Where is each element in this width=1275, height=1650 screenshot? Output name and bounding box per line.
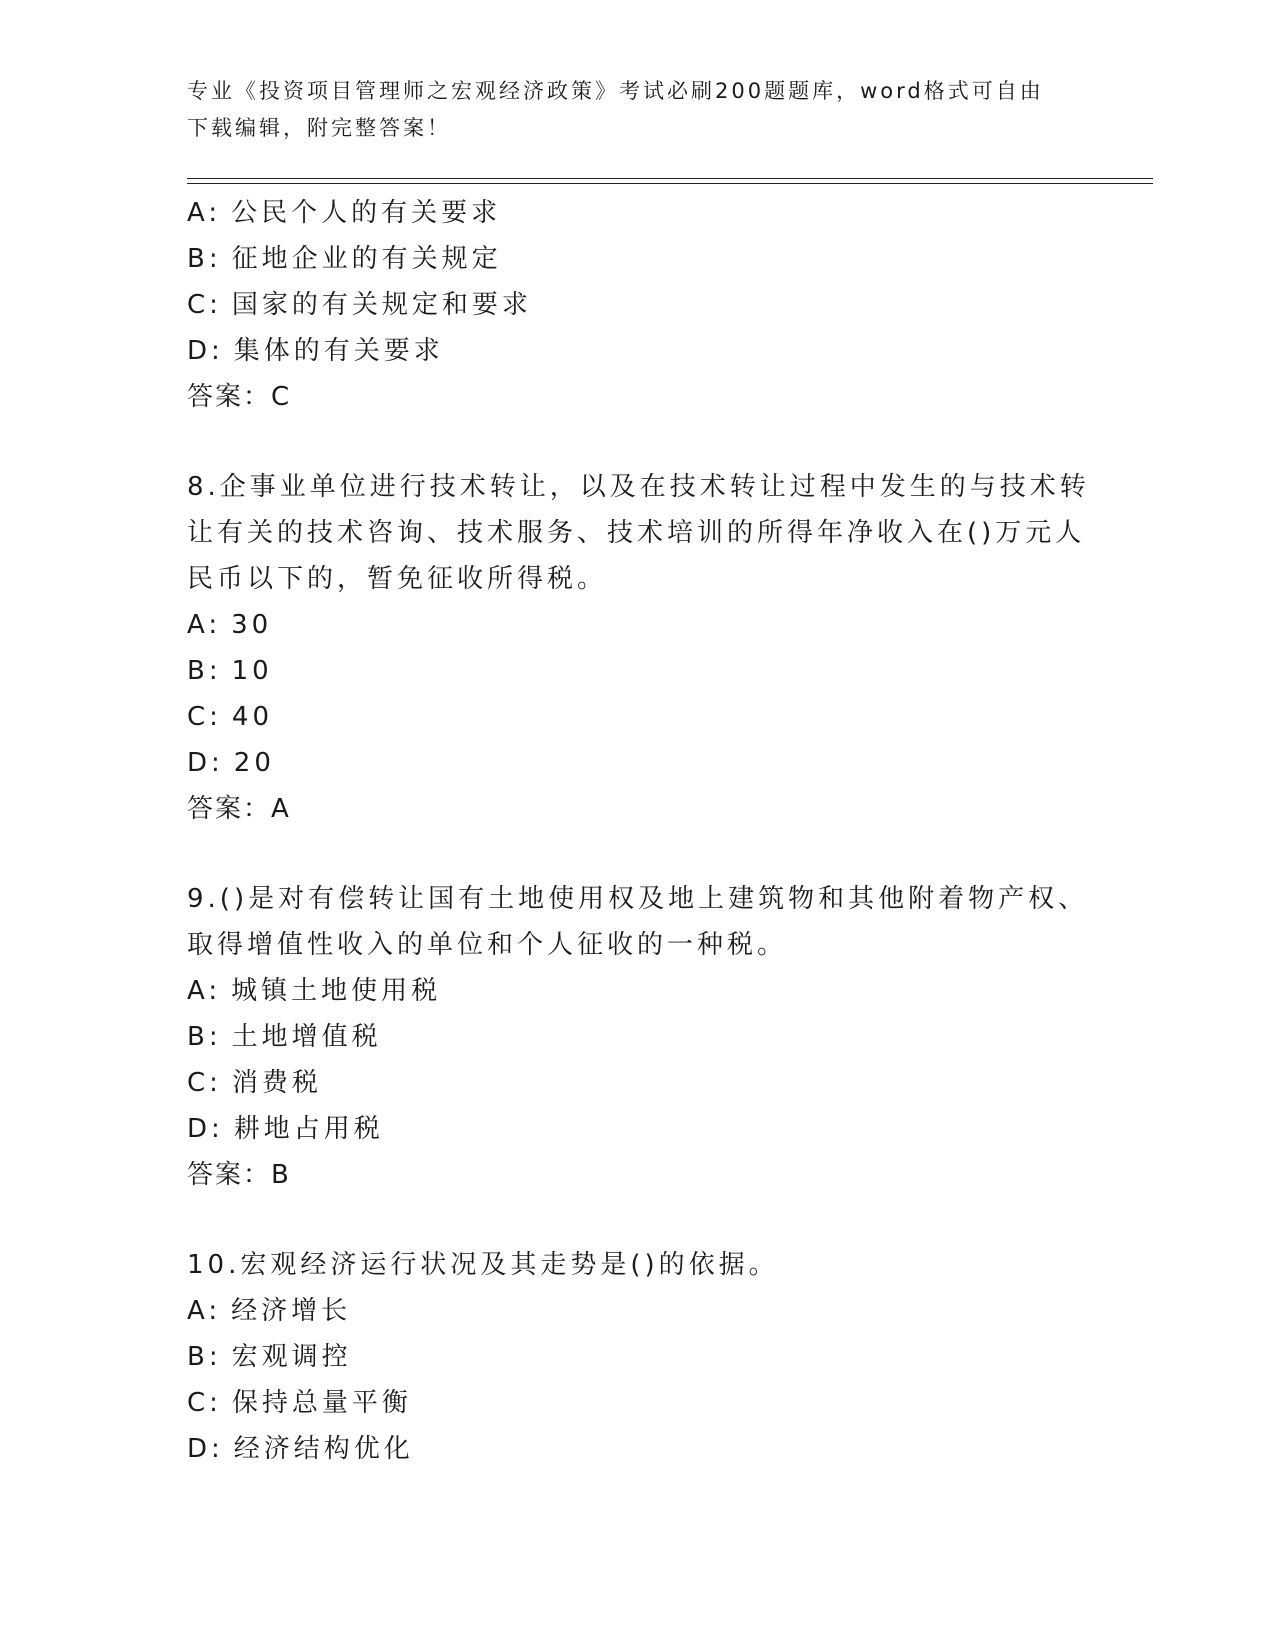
- spacer: [187, 1198, 1067, 1242]
- option-b: [187, 236, 1067, 282]
- question-text-line-2: 取得增值性收入的单位和个人征收的一种税。: [187, 930, 788, 960]
- option-label: A:: [187, 198, 222, 228]
- option-text: 集体的有关要求: [233, 336, 444, 366]
- option-label: B:: [187, 656, 222, 686]
- document-header: [187, 73, 1067, 147]
- option-text: 20: [233, 748, 275, 778]
- option-label: D:: [187, 1434, 224, 1464]
- question-10: [187, 1242, 1067, 1472]
- option-d: [187, 328, 1067, 374]
- question-text-line-3: 民币以下的，暂免征收所得税。: [187, 564, 608, 594]
- option-text: 城镇土地使用税: [231, 976, 442, 1006]
- option-label: D:: [187, 1114, 224, 1144]
- header-divider-bottom: [187, 183, 1153, 184]
- question-text-line-1: 10.宏观经济运行状况及其走势是()的依据。: [187, 1250, 779, 1280]
- answer-line: 答案：B: [187, 1160, 291, 1190]
- option-label: C:: [187, 702, 222, 732]
- option-text: 经济增长: [231, 1296, 352, 1326]
- option-label: D:: [187, 336, 224, 366]
- option-text: 征地企业的有关规定: [231, 244, 502, 274]
- option-text: 10: [231, 656, 273, 686]
- option-d: [187, 1106, 1067, 1152]
- option-c: [187, 1060, 1067, 1106]
- option-label: C:: [187, 290, 222, 320]
- option-label: A:: [187, 1296, 222, 1326]
- option-b: [187, 648, 1067, 694]
- option-c: [187, 694, 1067, 740]
- option-b: [187, 1334, 1067, 1380]
- question-list: [187, 190, 1090, 1472]
- option-label: A:: [187, 976, 222, 1006]
- option-text: 消费税: [231, 1068, 322, 1098]
- answer-line: 答案：A: [187, 794, 291, 824]
- question-8: [187, 464, 1090, 832]
- option-text: 保持总量平衡: [231, 1388, 412, 1418]
- option-label: D:: [187, 748, 224, 778]
- question-9: [187, 876, 1089, 1198]
- option-text: 公民个人的有关要求: [231, 198, 502, 228]
- question-7: [187, 190, 1067, 420]
- option-c: [187, 282, 1067, 328]
- option-text: 土地增值税: [231, 1022, 382, 1052]
- option-a: [187, 190, 1067, 236]
- answer-line: 答案：C: [187, 382, 292, 412]
- option-c: [187, 1380, 1067, 1426]
- header-line-1: 专业《投资项目管理师之宏观经济政策》考试必刷200题题库，word格式可自由: [187, 79, 1044, 103]
- question-text-line-1: 9.()是对有偿转让国有土地使用权及地上建筑物和其他附着物产权、: [187, 884, 1089, 914]
- option-label: B:: [187, 1022, 222, 1052]
- option-label: B:: [187, 244, 222, 274]
- option-text: 宏观调控: [231, 1342, 352, 1372]
- option-d: [187, 1426, 1067, 1472]
- spacer: [187, 420, 1067, 464]
- option-b: [187, 1014, 1067, 1060]
- option-d: [187, 740, 1067, 786]
- option-label: C:: [187, 1068, 222, 1098]
- option-text: 国家的有关规定和要求: [231, 290, 532, 320]
- option-text: 经济结构优化: [233, 1434, 414, 1464]
- option-text: 30: [231, 610, 273, 640]
- option-a: [187, 602, 1067, 648]
- option-label: B:: [187, 1342, 222, 1372]
- question-text-line-1: 8.企事业单位进行技术转让，以及在技术转让过程中发生的与技术转: [187, 472, 1090, 502]
- option-text: 40: [231, 702, 274, 732]
- option-a: [187, 1288, 1067, 1334]
- option-label: C:: [187, 1388, 222, 1418]
- option-label: A:: [187, 610, 222, 640]
- header-line-2: 下载编辑，附完整答案！: [187, 116, 451, 140]
- option-a: [187, 968, 1067, 1014]
- question-text-line-2: 让有关的技术咨询、技术服务、技术培训的所得年净收入在()万元人: [187, 518, 1086, 548]
- spacer: [187, 832, 1067, 876]
- option-text: 耕地占用税: [233, 1114, 384, 1144]
- header-divider-top: [187, 178, 1153, 179]
